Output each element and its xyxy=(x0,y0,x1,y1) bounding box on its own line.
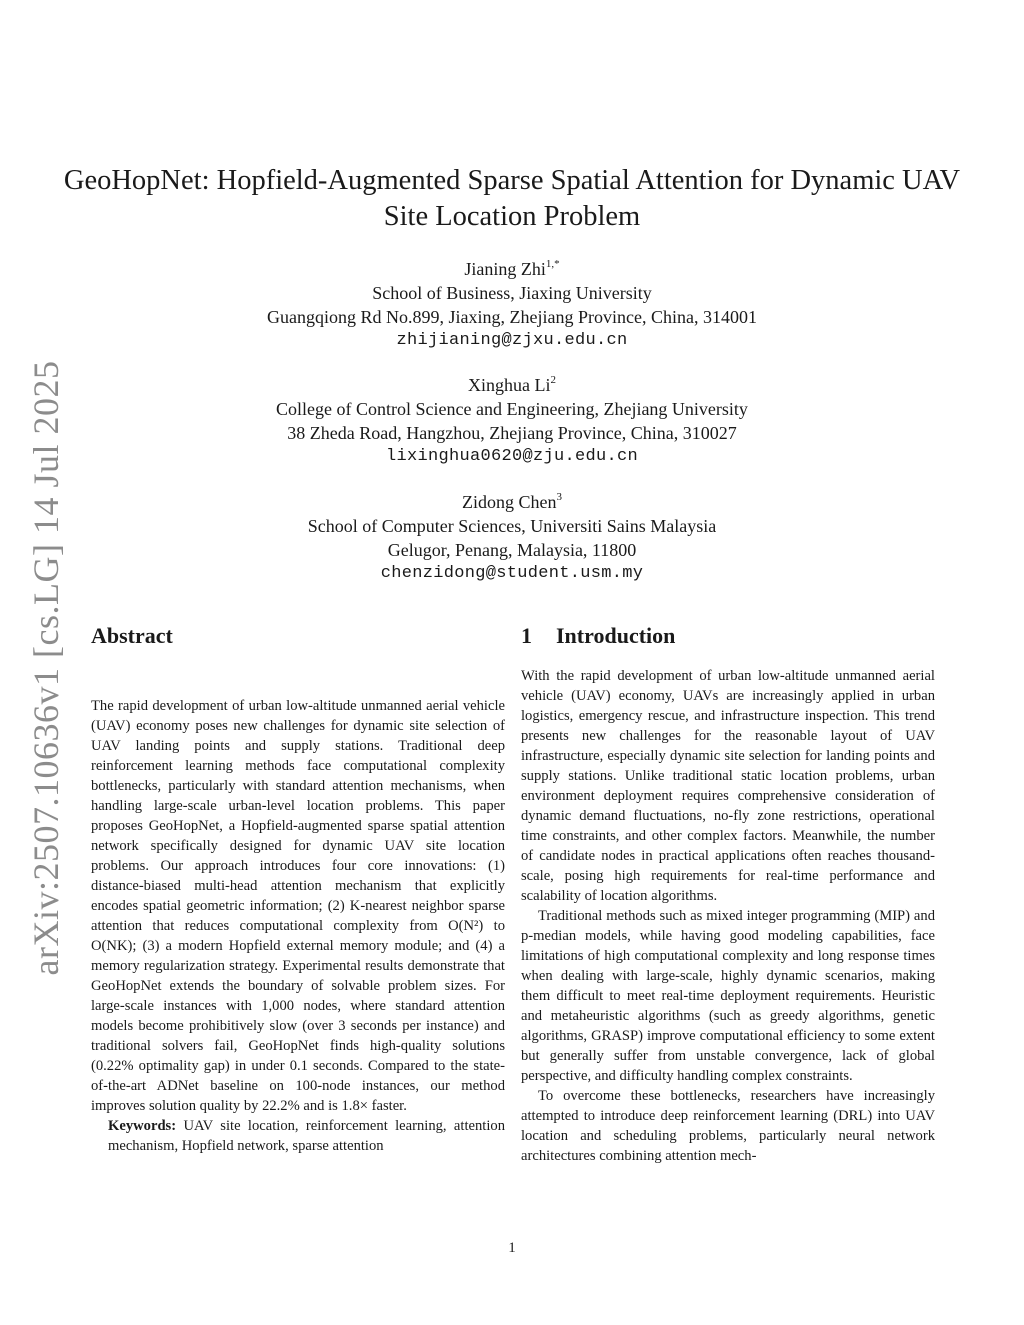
intro-paragraph: To overcome these bottlenecks, researchers have increasingly attempted to introduce deep reinforcement learning (DRL) into UAV location and scheduling problems, particularly neural network architectures combining attention mech- xyxy=(521,1088,935,1164)
keywords-text: UAV site location, reinforcement learning, attention mechanism, Hopfield network, sparse attention xyxy=(108,1118,505,1154)
author-email[interactable]: lixinghua0620@zju.edu.cn xyxy=(385,447,639,466)
author-affiliation: School of Business, Jiaxing University xyxy=(372,283,652,303)
author-address: Gelugor, Penang, Malaysia, 11800 xyxy=(387,540,637,560)
section-title: Introduction xyxy=(556,623,676,648)
author-address: 38 Zheda Road, Hangzhou, Zhejiang Province, China, 310027 xyxy=(287,423,737,443)
author-marks: 1,* xyxy=(545,258,560,270)
section-number: 1 xyxy=(521,623,532,648)
author-name: Jianing Zhi xyxy=(464,259,546,279)
page-number: 1 xyxy=(508,1240,516,1256)
arxiv-stamp: arXiv:2507.10636v1 [cs.LG] 14 Jul 2025 xyxy=(26,360,66,976)
author-marks: 3 xyxy=(556,491,562,503)
author-name-line xyxy=(60,490,964,514)
abstract-text: The rapid development of urban low-altitude unmanned aerial vehicle (UAV) economy poses new challenges for dynamic site selection of UAV landing points and supply stations. Traditional deep reinforcement learning methods face computational complexity bottlenecks, particularly with standard attention mechanisms, when handling large-scale urban-level location problems. This paper proposes GeoHopNet, a Hopfield-augmented sparse spatial attention network specifically designed for dynamic UAV site location problems. Our approach introduces four core innovations: (1) distance-biased multi-head attention mechanism that explicitly encodes spatial geometric information; (2) K-nearest neighbor sparse attention that reduces computational complexity from O(N²) to O(NK); (3) a modern Hopfield external memory module; and (4) a memory regularization strategy. Experimental results demonstrate that GeoHopNet extends the boundary of solvable problem sizes. For large-scale instances with 1,000 nodes, where standard attention models become prohibitively slow (over 3 seconds per instance) and traditional solvers fail, GeoHopNet finds high-quality solutions (0.22% optimality gap) in under 0.1 seconds. Compared to the state-of-the-art ADNet baseline on 100-node instances, our method improves solution quality by 22.2% and is 1.8× faster. xyxy=(91,698,505,1114)
paper-title: GeoHopNet: Hopfield-Augmented Sparse Spatial Attention for Dynamic UAV Site Location Problem xyxy=(63,165,961,232)
intro-paragraph: Traditional methods such as mixed integer programming (MIP) and p-median models, while having good modeling capabilities, face limitations of high computational complexity and long response times when dealing with large-scale, highly dynamic scenarios, making them difficult to meet real-time deployment requirements. Heuristic and metaheuristic algorithms (such as greedy algorithms, genetic algorithms, GRASP) improve computational efficiency to some extent but generally suffer from unstable convergence, lack of global perspective, and difficulty handling complex constraints. xyxy=(521,908,935,1084)
author-block xyxy=(60,257,964,353)
author-name-line xyxy=(60,373,964,397)
introduction-heading xyxy=(521,620,935,652)
introduction-body xyxy=(521,666,935,1166)
author-affiliation: School of Computer Sciences, Universiti Sains Malaysia xyxy=(307,516,717,536)
introduction-column xyxy=(521,620,935,1166)
author-affiliation: College of Control Science and Engineering, Zhejiang University xyxy=(276,399,748,419)
author-email[interactable]: zhijianing@zjxu.edu.cn xyxy=(396,331,628,350)
author-name: Zidong Chen xyxy=(462,492,557,512)
abstract-heading: Abstract xyxy=(91,623,173,648)
author-marks: 2 xyxy=(550,374,556,386)
author-block xyxy=(60,490,964,586)
author-name-line xyxy=(60,257,964,281)
keywords-line xyxy=(91,1116,505,1156)
keywords-label: Keywords: xyxy=(108,1118,177,1134)
author-address: Guangqiong Rd No.899, Jiaxing, Zhejiang Province, China, 314001 xyxy=(267,307,757,327)
author-name: Xinghua Li xyxy=(468,375,551,395)
abstract-body xyxy=(91,696,505,1156)
author-block xyxy=(60,373,964,469)
abstract-column xyxy=(91,620,505,1156)
intro-paragraph: With the rapid development of urban low-altitude unmanned aerial vehicle (UAV) economy, UAVs are increasingly applied in urban logistics, emergency rescue, and infrastructure inspection. This trend presents new challenges for the reasonable layout of UAV infrastructure, especially dynamic site selection for landing points and supply stations. Unlike traditional static location problems, urban environment deployment requires comprehensive consideration of dynamic demand fluctuations, no-fly zone restrictions, operational time constraints, and other complex factors. Meanwhile, the number of candidate nodes in practical applications often reaches thousand-scale, posing high requirements for real-time performance and scalability of location algorithms. xyxy=(521,668,935,904)
author-email[interactable]: chenzidong@student.usm.my xyxy=(380,564,644,583)
